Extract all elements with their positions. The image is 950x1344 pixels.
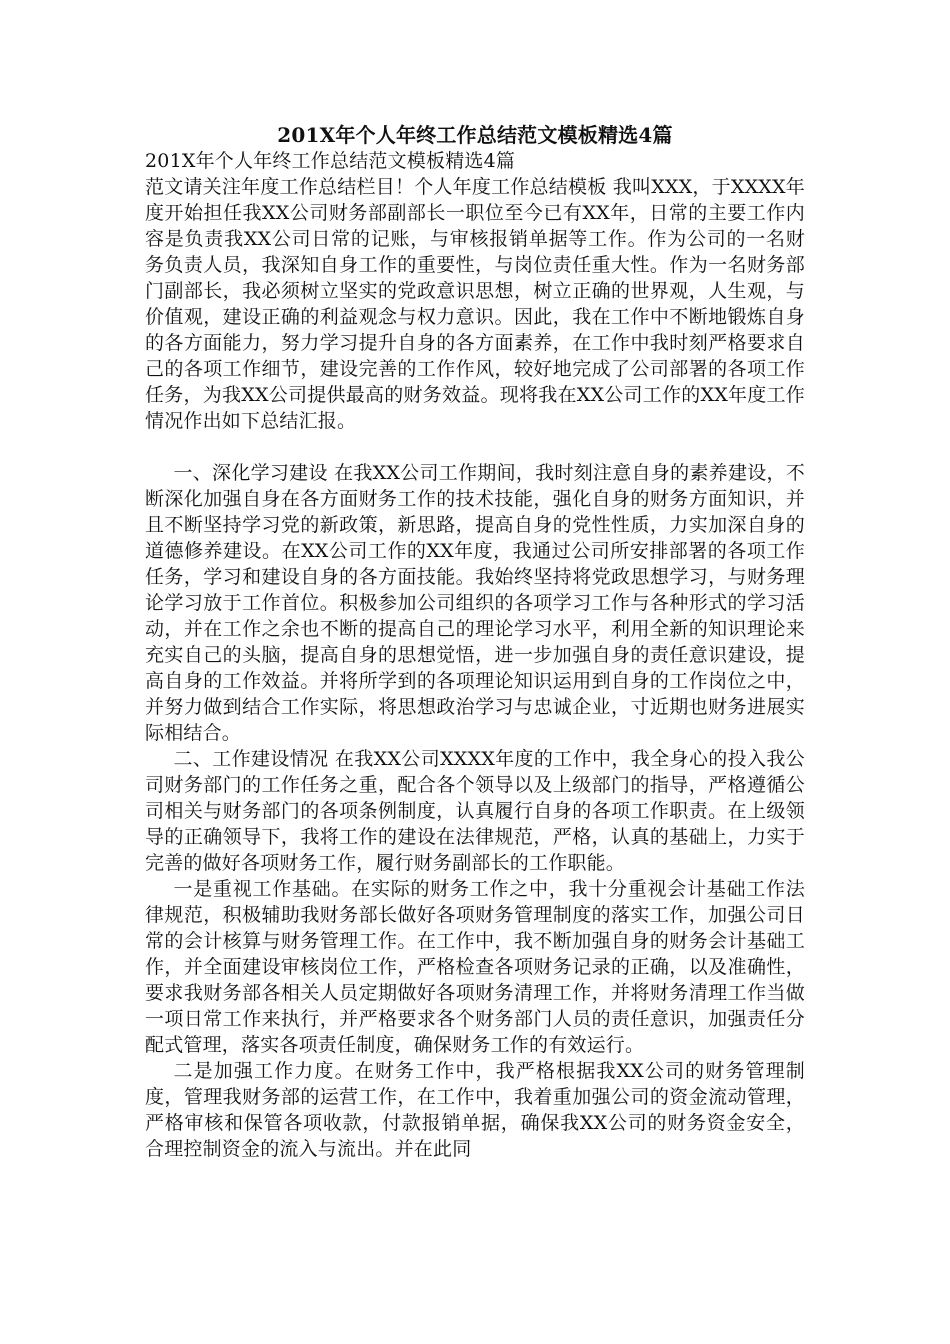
intro-paragraph: 范文请关注年度工作总结栏目！个人年度工作总结模板 我叫XXX，于XXXX年度开始担任我XX公司财务部副部长一职位至今已有XX年，日常的主要工作内容是负责我XX公司日常的记账，与审核报销单据等工作。作为公司的一名财务负责人员，我深知自身工作的重要性，与岗位责任重大性。作为一名财务部门副部长，我必须树立坚实的党政意识思想，树立正确的世界观，人生观，与价值观，建设正确的利益观念与权力意识。因此，我在工作中不断地锻炼自身的各方面能力，努力学习提升自身的各方面素养，在工作中我时刻严格要求自己的各项工作细节，建设完善的工作作风，较好地完成了公司部署的各项工作任务，为我XX公司提供最高的财务效益。现将我在XX公司工作的XX年度工作情况作出如下总结汇报。 <box>145 176 805 432</box>
document-title: 201X年个人年终工作总结范文模板精选4篇 <box>277 123 673 147</box>
section-study-paragraph: 一、深化学习建设 在我XX公司工作期间，我时刻注意自身的素养建设，不断深化加强自身在各方面财务工作的技术技能，强化自身的财务方面知识，并且不断坚持学习党的新政策，新思路，提高自身的党性性质，力实加深自身的道德修养建设。在XX公司工作的XX年度，我通过公司所安排部署的各项工作任务，学习和建设自身的各方面技能。我始终坚持将党政思想学习，与财务理论学习放于工作首位。积极参加公司组织的各项学习工作与各种形式的学习活动，并在工作之余也不断的提高自己的理论学习水平，利用全新的知识理论来充实自己的头脑，提高自身的思想觉悟，进一步加强自身的责任意识建设，提高自身的工作效益。并将所学到的各项理论知识运用到自身的工作岗位之中，并努力做到结合工作实际，将思想政治学习与忠诚企业，寸近期也财务进展实际相结合。 <box>145 462 805 744</box>
paragraph-gap <box>145 434 805 460</box>
document-subtitle: 201X年个人年终工作总结范文模板精选4篇 <box>145 150 516 172</box>
work-intensity-paragraph: 二是加强工作力度。在财务工作中，我严格根据我XX公司的财务管理制度，管理我财务部的运营工作，在工作中，我着重加强公司的资金流动管理，严格审核和保管各项收款，付款报销单据，确保我XX公司的财务资金安全，合理控制资金的流入与流出。并在此同 <box>145 1060 805 1160</box>
document-page <box>145 122 805 1162</box>
section-work-paragraph: 二、工作建设情况 在我XX公司XXXX年度的工作中，我全身心的投入我公司财务部门的工作任务之重，配合各个领导以及上级部门的指导，严格遵循公司相关与财务部门的各项条例制度，认真履行自身的各项工作职责。在上级领导的正确领导下，我将工作的建设在法律规范，严格，认真的基础上，力实于完善的做好各项财务工作，履行财务副部长的工作职能。 <box>145 748 805 874</box>
work-foundation-paragraph: 一是重视工作基础。在实际的财务工作之中，我十分重视会计基础工作法律规范，积极辅助我财务部长做好各项财务管理制度的落实工作，加强公司日常的会计核算与财务管理工作。在工作中，我不断加强自身的财务会计基础工作，并全面建设审核岗位工作，严格检查各项财务记录的正确，以及准确性，要求我财务部各相关人员定期做好各项财务清理工作，并将财务清理工作当做一项日常工作来执行，并严格要求各个财务部门人员的责任意识，加强责任分配式管理，落实各项责任制度，确保财务工作的有效运行。 <box>145 878 805 1056</box>
